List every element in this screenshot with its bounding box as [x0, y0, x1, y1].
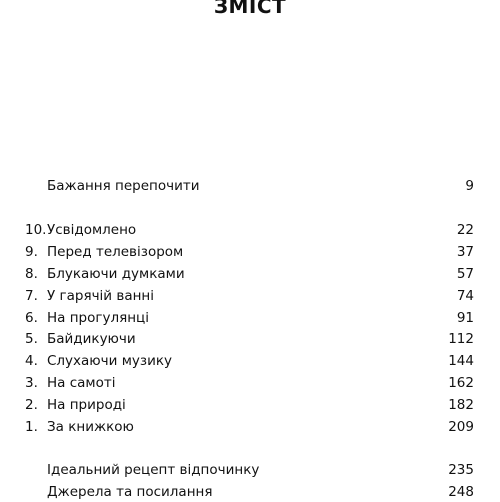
toc-entry-number: 5. — [25, 331, 38, 347]
toc-entry-number: 9. — [25, 244, 38, 260]
toc-entry-number: 1. — [25, 419, 38, 435]
toc-entry-chapter — [0, 220, 500, 240]
toc-entry-title: Перед телевізором — [47, 244, 184, 260]
toc-entry-title: У гарячій ванні — [47, 288, 154, 304]
toc-entry-number: 6. — [25, 310, 38, 326]
toc-entry-number: 3. — [25, 375, 38, 391]
toc-entry-chapter — [0, 417, 500, 437]
toc-entry-title: На самоті — [47, 375, 116, 391]
toc-entry-page: 9 — [465, 178, 474, 194]
toc-entry-chapter — [0, 264, 500, 284]
toc-entry-title: Бажання перепочити — [47, 178, 200, 194]
toc-entry-page: 235 — [448, 462, 474, 478]
toc-entry-title: На природі — [47, 397, 126, 413]
toc-entry-number: 10. — [25, 222, 47, 238]
toc-entry-page: 209 — [448, 419, 474, 435]
toc-entry-number: 4. — [25, 353, 38, 369]
toc-entry-title: На прогулянці — [47, 310, 149, 326]
toc-entry-title: Слухаючи музику — [47, 353, 172, 369]
toc-entry-title: Джерела та посилання — [47, 484, 213, 500]
toc-entry-title: Блукаючи думками — [47, 266, 185, 282]
toc-entry-chapter — [0, 395, 500, 415]
toc-entry-number: 7. — [25, 288, 38, 304]
toc-entry-chapter — [0, 308, 500, 328]
toc-entry-outro — [0, 460, 500, 480]
toc-entry-page: 162 — [448, 375, 474, 391]
toc-entry-title: За книжкою — [47, 419, 134, 435]
toc-entry-title: Ідеальний рецепт відпочинку — [47, 462, 260, 478]
toc-entry-page: 37 — [456, 244, 474, 260]
toc-entry-page: 144 — [448, 353, 474, 369]
toc-entry-page: 74 — [456, 288, 474, 304]
toc-entry-number: 2. — [25, 397, 38, 413]
toc-entry-number: 8. — [25, 266, 38, 282]
toc-entry-chapter — [0, 242, 500, 262]
toc-entry-title: Байдикуючи — [47, 331, 136, 347]
toc-entry-chapter — [0, 286, 500, 306]
toc-entry-outro — [0, 482, 500, 502]
toc-entry-chapter — [0, 351, 500, 371]
toc-entry-page: 22 — [456, 222, 474, 238]
page-title: ЗМІСТ — [213, 0, 287, 18]
toc-entry-page: 112 — [448, 331, 474, 347]
toc-entry-chapter — [0, 373, 500, 393]
toc-entry-page: 91 — [456, 310, 474, 326]
toc-entry-title: Усвідомлено — [47, 222, 137, 238]
toc-entry-intro — [0, 176, 500, 196]
toc-entry-page: 248 — [448, 484, 474, 500]
toc-entry-chapter — [0, 329, 500, 349]
toc-entry-page: 182 — [448, 397, 474, 413]
toc-entry-page: 57 — [456, 266, 474, 282]
